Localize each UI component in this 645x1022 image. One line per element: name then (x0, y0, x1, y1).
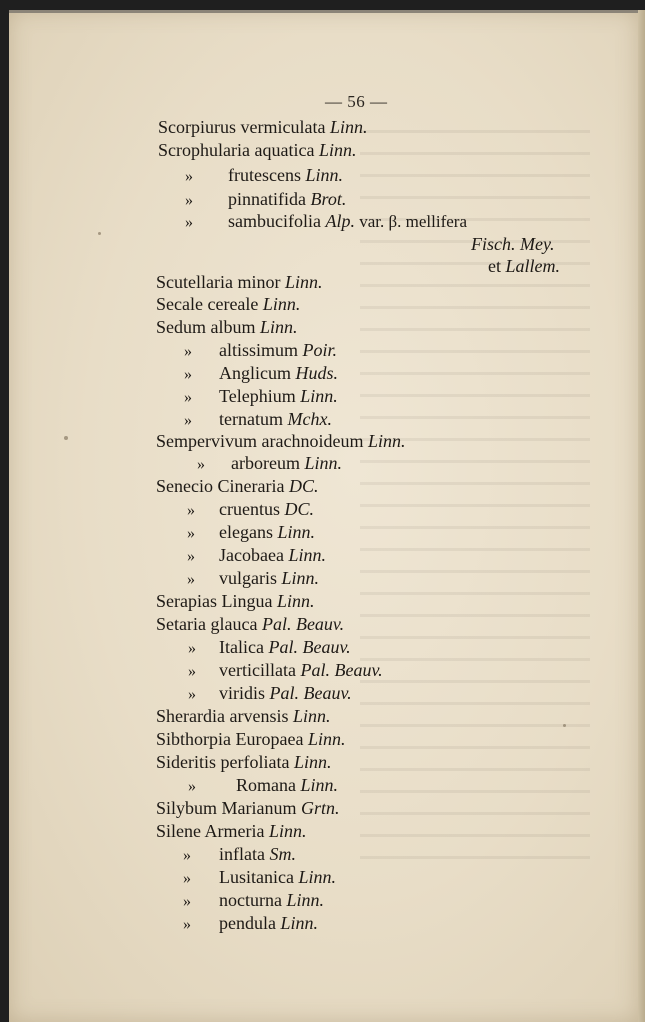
species-name: Setaria glauca (156, 614, 262, 634)
species-name: Sibthorpia Europaea (156, 729, 308, 749)
species-name: inflata (219, 844, 270, 864)
species-name: Silybum Marianum (156, 798, 301, 818)
author-abbreviation: Linn. (318, 140, 357, 160)
list-item (156, 751, 331, 773)
species-name: Scorpiurus vermiculata (158, 117, 330, 137)
author-abbreviation: Linn. (277, 522, 315, 542)
ditto-mark: » (187, 502, 195, 519)
species-name: ternatum (219, 409, 288, 429)
author-abbreviation: Linn. (280, 913, 318, 933)
list-item (219, 866, 336, 888)
list-item (219, 339, 337, 361)
ditto-mark: » (187, 525, 195, 542)
author-abbreviation: Linn. (276, 591, 315, 611)
author-abbreviation: Poir. (302, 340, 338, 360)
author-abbreviation: Linn. (281, 568, 320, 588)
ditto-mark: » (188, 640, 196, 657)
list-item (228, 188, 346, 210)
species-name: verticillata (219, 660, 301, 680)
list-item (219, 521, 315, 543)
ditto-mark: » (187, 548, 195, 565)
list-item (219, 544, 326, 566)
author-abbreviation: Sm. (269, 844, 296, 864)
ditto-mark: » (197, 456, 205, 473)
author-abbreviation: Linn. (260, 317, 298, 337)
list-item (156, 820, 306, 842)
author-abbreviation: Linn. (288, 545, 326, 565)
species-name: nocturna (219, 890, 287, 910)
author-abbreviation: Linn. (262, 294, 301, 314)
species-name: Sedum album (156, 317, 260, 337)
list-item (219, 682, 352, 704)
species-name: Secale cereale (156, 294, 263, 314)
author-abbreviation: Linn. (307, 729, 346, 749)
author-abbreviation: Pal. Beauv. (300, 660, 383, 680)
author-abbreviation: DC. (288, 476, 319, 496)
list-item (219, 659, 383, 681)
species-name: altissimum (219, 340, 303, 360)
list-item (219, 843, 296, 865)
ditto-mark: » (185, 192, 193, 209)
author-abbreviation: Fisch. Mey. (471, 234, 555, 254)
species-name: et (488, 256, 506, 276)
list-item (156, 705, 330, 727)
species-name: Scrophularia aquatica (158, 140, 319, 160)
list-item (156, 430, 405, 452)
author-abbreviation: Linn. (300, 775, 339, 795)
author-abbreviation: Linn. (284, 272, 323, 292)
species-name: viridis (219, 683, 270, 703)
species-name: elegans (219, 522, 278, 542)
list-item (156, 271, 322, 293)
author-abbreviation: Linn. (292, 706, 331, 726)
author-abbreviation: Alp. (325, 211, 355, 231)
author-abbreviation: Pal. Beauv. (269, 683, 352, 703)
species-name: Sideritis perfoliata (156, 752, 294, 772)
ditto-mark: » (184, 366, 192, 383)
species-name: sambucifolia (228, 211, 326, 231)
species-name: pinnatifida (228, 189, 311, 209)
author-abbreviation: Linn. (304, 453, 342, 473)
species-name: Romana (236, 775, 301, 795)
author-abbreviation: Brot. (310, 189, 347, 209)
author-abbreviation: Grtn. (301, 798, 340, 818)
page-number: — 56 — (325, 92, 388, 111)
author-abbreviation: Pal. Beauv. (268, 637, 351, 657)
author-abbreviation: Mchx. (287, 409, 332, 429)
ditto-mark: » (188, 686, 196, 703)
ditto-mark: » (183, 893, 191, 910)
list-item (156, 797, 340, 819)
author-abbreviation: Linn. (367, 431, 406, 451)
list-item (231, 452, 342, 474)
author-abbreviation: DC. (284, 499, 314, 519)
list-item (236, 774, 338, 796)
ditto-mark: » (187, 571, 195, 588)
species-name: Senecio Cineraria (156, 476, 289, 496)
author-abbreviation: Lallem. (505, 256, 561, 276)
list-item (156, 293, 300, 315)
ditto-mark: » (183, 870, 191, 887)
species-name: Lusitanica (219, 867, 299, 887)
ditto-mark: » (188, 778, 196, 795)
species-name: cruentus (219, 499, 285, 519)
author-abbreviation: Huds. (295, 363, 339, 383)
list-item (156, 590, 314, 612)
ditto-mark: » (185, 214, 193, 231)
ditto-mark: » (184, 343, 192, 360)
species-name: Jacobaea (219, 545, 289, 565)
ditto-mark: » (183, 847, 191, 864)
author-abbreviation: Linn. (300, 386, 338, 406)
species-name: Italica (219, 637, 269, 657)
list-item (471, 233, 554, 255)
species-name: arboreum (231, 453, 305, 473)
list-item (228, 164, 343, 186)
ditto-mark: » (184, 412, 192, 429)
list-item (219, 385, 338, 407)
ditto-mark: » (185, 168, 193, 185)
species-name: frutescens (228, 165, 306, 185)
list-item (156, 728, 345, 750)
list-item (158, 116, 367, 138)
species-name: Anglicum (219, 363, 296, 383)
list-item (156, 613, 344, 635)
author-abbreviation: Linn. (293, 752, 332, 772)
ditto-mark: » (183, 916, 191, 933)
author-abbreviation: Linn. (329, 117, 368, 137)
author-abbreviation: Pal. Beauv. (261, 614, 345, 634)
species-name: Sempervivum arachnoideum (156, 431, 368, 451)
variety-note: var. β. mellifera (354, 212, 468, 231)
author-abbreviation: Linn. (286, 890, 324, 910)
list-item (219, 636, 351, 658)
ditto-mark: » (188, 663, 196, 680)
author-abbreviation: Linn. (305, 165, 343, 185)
author-abbreviation: Linn. (268, 821, 307, 841)
species-name: Silene Armeria (156, 821, 269, 841)
list-item (156, 475, 318, 497)
species-name: Telephium (219, 386, 301, 406)
list-item (219, 498, 314, 520)
ditto-mark: » (184, 389, 192, 406)
species-name: Sherardia arvensis (156, 706, 293, 726)
list-item (488, 255, 560, 277)
list-item (219, 408, 332, 430)
list-item (158, 139, 356, 161)
list-item (219, 912, 318, 934)
species-name: vulgaris (219, 568, 282, 588)
list-item (219, 362, 338, 384)
author-abbreviation: Linn. (298, 867, 336, 887)
list-item (156, 316, 298, 338)
species-name: pendula (219, 913, 281, 933)
species-name: Serapias Lingua (156, 591, 277, 611)
list-item (219, 889, 324, 911)
list-item (219, 567, 319, 589)
species-name: Scutellaria minor (156, 272, 285, 292)
list-item (228, 210, 467, 233)
